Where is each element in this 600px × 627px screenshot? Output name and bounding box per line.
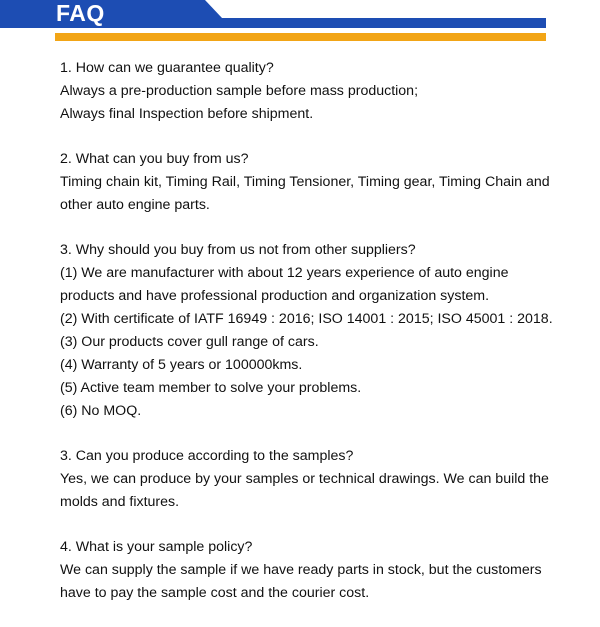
faq-answer-line: Yes, we can produce by your samples or technical drawings. We can build the molds and fixtures. — [60, 471, 549, 510]
faq-answer-line: (4) Warranty of 5 years or 100000kms. — [60, 357, 303, 373]
faq-answer-line: (2) With certificate of IATF 16949 : 2016; ISO 14001 : 2015; ISO 45001 : 2018. — [60, 311, 553, 327]
page-title: FAQ — [56, 0, 105, 26]
header-title-block — [0, 0, 222, 18]
faq-answer-line: (6) No MOQ. — [60, 403, 142, 419]
faq-answer-line: (1) We are manufacturer with about 12 years experience of auto engine products and have professional production and organization system. — [60, 265, 509, 304]
faq-item-samples — [60, 445, 555, 514]
faq-answer-line: Always a pre-production sample before mass production; — [60, 83, 419, 99]
faq-question: 2. What can you buy from us? — [60, 151, 249, 167]
faq-answer-line: (3) Our products cover gull range of cars. — [60, 334, 319, 350]
faq-header-banner — [0, 0, 600, 44]
faq-question: 4. What is your sample policy? — [60, 539, 253, 555]
header-orange-stripe — [55, 33, 546, 41]
faq-item-products — [60, 148, 555, 217]
faq-item-sample-policy — [60, 536, 555, 605]
faq-list — [60, 57, 555, 627]
faq-item-quality — [60, 57, 555, 126]
faq-answer-line: We can supply the sample if we have ready parts in stock, but the customers have to pay the sample cost and the courier cost. — [60, 562, 542, 601]
faq-answer-line: Timing chain kit, Timing Rail, Timing Tensioner, Timing gear, Timing Chain and other auto engine parts. — [60, 174, 550, 213]
faq-answer-line: Always final Inspection before shipment. — [60, 106, 314, 122]
faq-question: 3. Why should you buy from us not from other suppliers? — [60, 242, 416, 258]
faq-question: 1. How can we guarantee quality? — [60, 60, 274, 76]
faq-answer-line: (5) Active team member to solve your problems. — [60, 380, 362, 396]
faq-item-why-us — [60, 239, 555, 423]
faq-question: 3. Can you produce according to the samples? — [60, 448, 354, 464]
